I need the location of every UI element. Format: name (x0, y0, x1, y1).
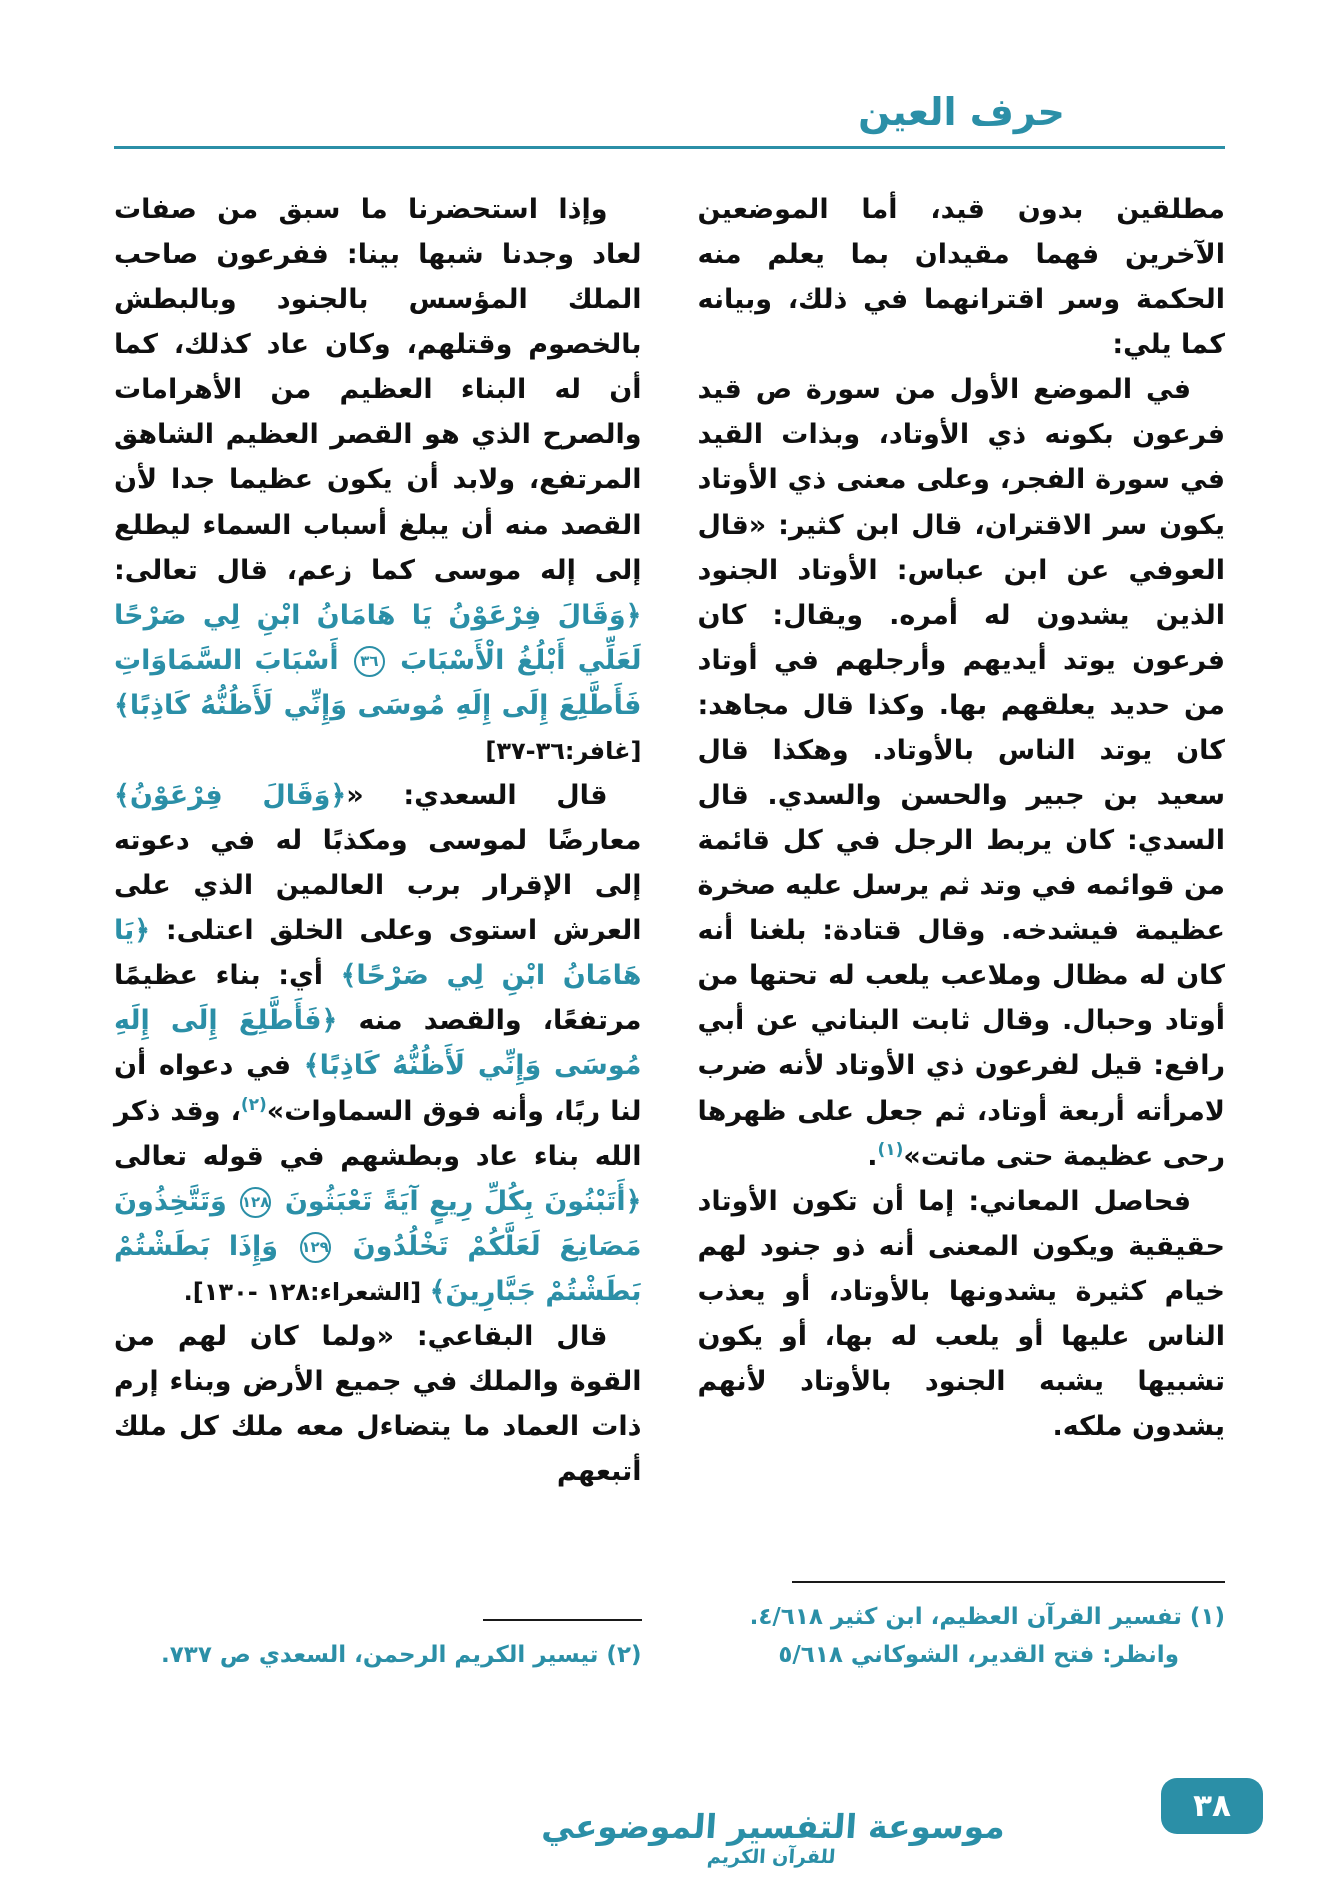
quran-text: ﴿أَتَبْنُونَ بِكُلِّ رِيعٍ آيَةً تَعْبَثُونَ (274, 1185, 642, 1217)
chapter-heading: حرف العين (858, 90, 1065, 134)
body-text: فحاصل المعاني: إما أن تكون الأوتاد حقيقية ويكون المعنى أنه ذو جنود لهم خيام كثيرة يشدونها بالأوتاد، أو يعذب الناس عليها أو يلعب له بها، أو يكون تشبيها يشبه الجنود بالأوتاد لأنهم يشدون ملكه. (697, 1185, 1225, 1443)
verse-number: ١٢٩ (300, 1232, 331, 1263)
header-divider (114, 146, 1225, 149)
verse-number: ١٢٨ (240, 1187, 271, 1218)
page-number: ٣٨ (1193, 1788, 1231, 1824)
body-text: في الموضع الأول من سورة ص قيد فرعون بكونه ذي الأوتاد، وبذات القيد في سورة الفجر، وعلى معنى ذي الأوتاد يكون سر الاقتران، قال ابن كثير: «قال العوفي عن ابن عباس: الأوتاد الجنود الذين يشدون له أمره. ويقال: كان فرعون يوتد أيديهم وأرجلهم في أوتاد من حديد يعلقهم بها. وكذا قال مجاهد: كان يوتد الناس بالأوتاد. وهكذا قال سعيد بن جبير والحسن والسدي. قال السدي: كان يربط الرجل في كل قائمة من قوائمه في وتد ثم يرسل عليه صخرة عظيمة فيشدخه. وقال قتادة: بلغنا أنه كان له مظال وملاعب يلعب له تحتها من أوتاد وحبال. وقال ثابت البناني عن أبي رافع: قيل لفرعون ذي الأوتاد لأنه ضرب لامرأته أربعة أوتاد، ثم جعل على ظهرها رحى عظيمة حتى ماتت» (697, 374, 1225, 1172)
quran-text: ﴿فَأَطَّلِعَ إِلَى إِلَهِ مُوسَى وَإِنِّي لَأَظُنُّهُ كَاذِبًا﴾ (114, 1005, 642, 1082)
paragraph (698, 367, 1226, 1178)
footnote (114, 1637, 642, 1675)
quran-text: ﴿وَقَالَ فِرْعَوْنُ﴾ (114, 780, 347, 812)
body-text: مطلقين بدون قيد، أما الموضعين الآخرين فهما مقيدان بما يعلم منه الحكمة وسر اقترانهما في ذلك، وبيانه كما يلي: (697, 194, 1225, 361)
column-right (698, 187, 1226, 1675)
page-header (114, 90, 1225, 134)
body-text: ، وقد ذكر الله بناء عاد وبطشهم في قوله تعالى (114, 1095, 642, 1172)
verse-number: ٣٦ (354, 646, 385, 677)
quran-text: ﴿وَقَالَ فِرْعَوْنُ يَا هَامَانُ ابْنِ لِي صَرْحًا لَعَلِّي أَبْلُغُ الْأَسْبَابَ (114, 599, 642, 676)
footnote-separator (792, 1581, 1225, 1583)
paragraph (114, 773, 642, 1314)
header-title-wrap (698, 90, 1225, 134)
quran-text: أَسْبَابَ السَّمَاوَاتِ فَأَطَّلِعَ إِلَى إِلَهِ مُوسَى وَإِنِّي لَأَظُنُّهُ كَاذِبًا﴾ (114, 644, 642, 721)
footnote-mark: (٢) (240, 1094, 267, 1115)
body-text: قال البقاعي: «ولما كان لهم من القوة والملك في جميع الأرض وبناء إرم ذات العماد ما يتضاءل معه ملك كل ملك أتبعهم (114, 1320, 642, 1488)
column-left (114, 187, 642, 1675)
quran-text: وَتَتَّخِذُونَ مَصَانِعَ لَعَلَّكُمْ تَخْلُدُونَ (114, 1185, 642, 1262)
footnote-separator (483, 1619, 641, 1621)
paragraph (114, 1314, 642, 1494)
quran-text: وَإِذَا بَطَشْتُمْ بَطَشْتُمْ جَبَّارِينَ﴾ (114, 1230, 642, 1307)
footnote-mark: (١) (877, 1139, 904, 1160)
publisher-logo (539, 1808, 1007, 1868)
paragraph (698, 187, 1226, 367)
body-text: قال السعدي: « (346, 780, 608, 812)
paragraph (698, 1179, 1226, 1449)
footnote-marker: (٢) (598, 1642, 642, 1669)
footnote (698, 1599, 1226, 1675)
verse-reference: [غافر:٣٦-٣٧] (485, 736, 642, 765)
body-text: معارضًا لموسى ومكذبًا له في دعوته إلى الإقرار برب العالمين الذي على العرش استوى وعلى الخلق اعتلى: (114, 825, 642, 947)
paragraph (114, 187, 642, 773)
column-right-body (698, 187, 1226, 1449)
page-number-badge (1161, 1778, 1263, 1834)
body-text: . (867, 1140, 878, 1172)
logo-title: موسوعة التفسير الموضوعي (540, 1807, 1007, 1847)
verse-reference: [الشعراء:١٢٨ -١٣٠]. (183, 1277, 430, 1306)
footnote-list (698, 1599, 1226, 1675)
quran-text: ﴿يَا هَامَانُ ابْنِ لِي صَرْحًا﴾ (114, 915, 642, 992)
footnote-marker: (١) (1181, 1604, 1225, 1631)
body-text: أي: بناء عظيمًا مرتفعًا، والقصد منه (114, 960, 642, 1037)
footnote-line: (٢) تيسير الكريم الرحمن، السعدي ص ٧٣٧. (161, 1642, 642, 1669)
text-columns (114, 187, 1225, 1675)
logo-subtitle: للقرآن الكريم (706, 1846, 836, 1868)
footnote-list (114, 1637, 642, 1675)
column-left-body (114, 187, 642, 1494)
footnote-line: (١) تفسير القرآن العظيم، ابن كثير ٤/٦١٨. (749, 1604, 1225, 1631)
footnote-line: وانظر: فتح القدير، الشوكاني ٥/٦١٨ (778, 1642, 1179, 1669)
body-text: وإذا استحضرنا ما سبق من صفات لعاد وجدنا شبها بينا: ففرعون صاحب الملك المؤسس بالجنود وبالبطش بالخصوم وقتلهم، وكان عاد كذلك، كما أن له البناء العظيم من الأهرامات والصرح الذي هو القصر العظيم الشاهق المرتفع، ولابد أن يكون عظيما جدا لأن القصد منه أن يبلغ أسباب السماء ليطلع إلى إله موسى كما زعم، قال تعالى: (114, 194, 642, 586)
column-right-footnotes (698, 1569, 1226, 1675)
column-left-footnotes (114, 1607, 642, 1675)
body-text: في دعواه أن لنا ربًا، وأنه فوق السماوات» (114, 1050, 642, 1127)
